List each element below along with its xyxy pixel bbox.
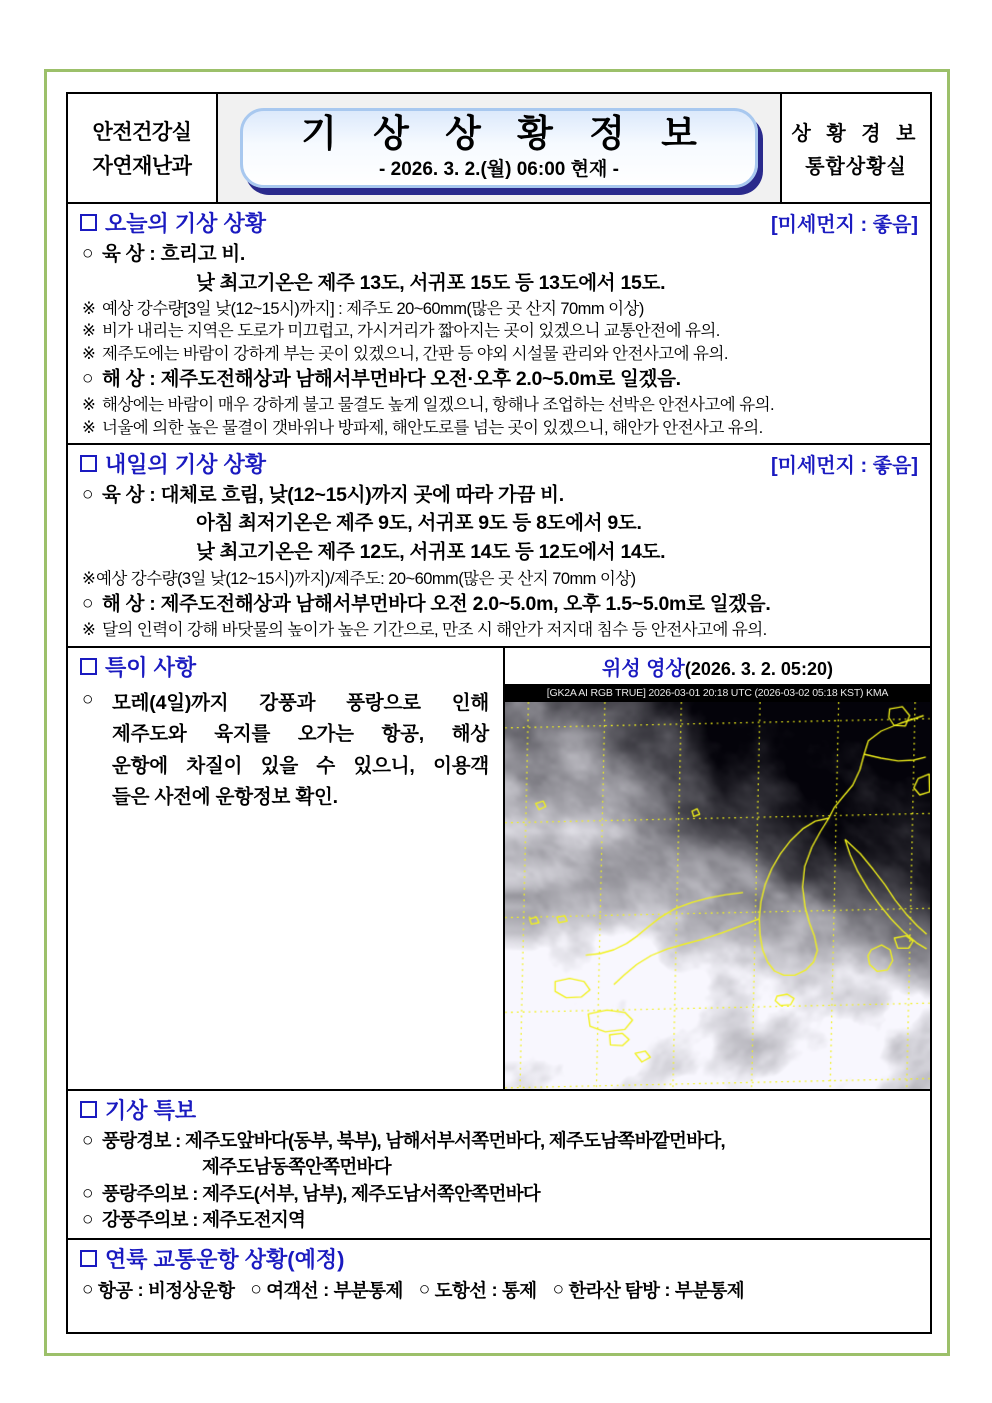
circle-bullet-icon: ○ — [82, 243, 94, 264]
transit-value-ferry: 부분통제 — [333, 1280, 403, 1302]
today-note-text-1: 비가 내리는 지역은 도로가 미끄럽고, 가시거리가 짧아지는 곳이 있겠으니 교통안전에 유의. — [102, 322, 720, 341]
checkbox-icon — [80, 658, 97, 675]
situation-room-line-1: 상 황 경 보 — [791, 123, 921, 145]
today-sea-note-text-1: 너울에 의한 높은 물결이 갯바위나 방파제, 해안도로를 넘는 곳이 있겠으니, 해안가 안전사고 유의. — [102, 418, 763, 437]
transit-label-ferry: 여객선 — [266, 1280, 319, 1302]
circle-bullet-icon: ○ — [82, 483, 94, 505]
title-plate — [240, 108, 757, 188]
circle-bullet-icon: ○ — [82, 592, 94, 614]
transit-separator: : — [664, 1279, 670, 1301]
warnings-body — [68, 1128, 930, 1239]
satellite-image-container — [505, 684, 930, 1089]
situation-room-label — [780, 94, 930, 202]
tomorrow-max-temperature: 낮 최고기온은 제주 12도, 서귀포 14도 등 12도에서 14도. — [196, 540, 666, 563]
warning-label-1: 풍랑주의보 — [102, 1182, 188, 1204]
warning-separator: : — [187, 1209, 203, 1231]
warning-item-0 — [82, 1128, 916, 1154]
issuing-department — [68, 94, 218, 202]
transit-value-boat: 통제 — [502, 1280, 537, 1302]
department-line-1: 안전건강실 — [92, 121, 192, 144]
today-land-line — [82, 241, 916, 269]
tomorrow-land-line — [82, 482, 916, 510]
section-satellite-image — [505, 648, 930, 1089]
special-heading-text: 특이 사항 — [105, 654, 197, 680]
tomorrow-sea-note — [82, 619, 916, 641]
transit-status-row — [68, 1276, 930, 1306]
circle-bullet-icon: ○ — [82, 688, 94, 710]
transit-item-ferry — [250, 1277, 402, 1303]
tomorrow-rain-note-text: 예상 강수량(3일 낮(12~15시)까지)/제주도: 20~60mm(많은 곳 산지 70mm 이상) — [96, 569, 636, 588]
checkbox-icon — [80, 1101, 97, 1118]
weather-report-document — [66, 92, 932, 1334]
circle-bullet-icon: ○ — [82, 1129, 93, 1151]
special-note-item — [68, 684, 503, 814]
transit-item-air — [82, 1277, 234, 1303]
tomorrow-heading-group — [80, 448, 266, 479]
tomorrow-body — [68, 482, 930, 646]
today-section-header — [68, 204, 930, 240]
today-sea-line — [82, 366, 916, 394]
transit-separator: : — [323, 1279, 329, 1301]
checkbox-icon — [80, 214, 97, 231]
checkbox-icon — [80, 455, 97, 472]
circle-bullet-icon: ○ — [82, 1279, 93, 1301]
today-dust-badge: [미세먼지 : 좋음] — [770, 214, 918, 236]
warnings-heading-group — [80, 1094, 196, 1125]
title-plate-container — [218, 94, 780, 202]
section-transit-status — [68, 1240, 930, 1306]
circle-bullet-icon: ○ — [552, 1279, 564, 1301]
transit-label-boat: 도항선 — [434, 1280, 487, 1302]
warning-value-0-continued: 제주도남동쪽안쪽먼바다 — [202, 1156, 391, 1178]
tomorrow-min-temperature: 아침 최저기온은 제주 9도, 서귀포 9도 등 8도에서 9도. — [196, 512, 642, 535]
note-mark-icon: ※ — [82, 418, 96, 437]
warning-separator: : — [170, 1129, 186, 1151]
report-datetime: - 2026. 3. 2.(월) 06:00 현재 - — [379, 159, 619, 181]
special-and-satellite-row — [68, 648, 930, 1091]
special-note-line-2: 운항에 차질이 있을 수 있으니, 이용객 — [112, 754, 489, 777]
section-tomorrow-weather — [68, 445, 930, 648]
today-note-2 — [82, 343, 916, 365]
special-note-body — [112, 688, 489, 814]
warnings-heading-text: 기상 특보 — [105, 1097, 197, 1123]
circle-bullet-icon: ○ — [250, 1279, 262, 1301]
note-mark-icon: ※ — [82, 621, 96, 640]
tomorrow-section-header — [68, 445, 930, 481]
note-mark-icon: ※ — [82, 569, 96, 588]
transit-section-header — [68, 1240, 930, 1276]
satellite-title-row — [505, 648, 930, 684]
note-mark-icon: ※ — [82, 396, 96, 415]
special-note-line-0: 모레(4일)까지 강풍과 풍랑으로 인해 — [112, 691, 489, 714]
today-note-1 — [82, 320, 916, 342]
note-mark-icon: ※ — [82, 322, 96, 341]
today-heading-text: 오늘의 기상 상황 — [105, 211, 266, 236]
tomorrow-heading-text: 내일의 기상 상황 — [105, 451, 266, 477]
today-note-0 — [82, 298, 916, 320]
checkbox-icon — [80, 1250, 97, 1267]
transit-label-hallasan: 한라산 탐방 — [568, 1280, 660, 1302]
satellite-image-canvas — [505, 702, 930, 1089]
warning-separator: : — [187, 1182, 203, 1204]
circle-bullet-icon: ○ — [82, 1209, 93, 1231]
satellite-title-timestamp: (2026. 3. 2. 05:20) — [684, 658, 833, 679]
transit-value-hallasan: 부분통제 — [674, 1280, 745, 1302]
section-today-weather — [68, 204, 930, 445]
section-special-notes — [68, 648, 505, 1089]
satellite-caption: [GK2A AI RGB TRUE] 2026-03-01 20:18 UTC (2026-03-02 05:18 KST) KMA — [505, 684, 930, 702]
document-header — [68, 94, 930, 204]
today-heading-group — [80, 207, 266, 238]
special-note-line-3: 들은 사전에 운항정보 확인. — [112, 786, 338, 809]
transit-heading-text: 연륙 교통운항 상황(예정) — [105, 1247, 345, 1273]
tomorrow-land-label: 육 상 : 대체로 흐림, 낮(12~15시)까지 곳에 따라 가끔 비. — [102, 483, 564, 506]
warning-value-2: 제주도전지역 — [202, 1209, 306, 1231]
special-section-header — [68, 648, 503, 684]
satellite-title-text: 위성 영상 — [602, 657, 685, 680]
section-weather-warnings — [68, 1091, 930, 1241]
today-note-text-0: 예상 강수량[3일 낮(12~15시)까지] : 제주도 20~60mm(많은 곳 산지 70mm 이상) — [102, 300, 644, 319]
circle-bullet-icon: ○ — [418, 1279, 430, 1301]
circle-bullet-icon: ○ — [82, 1182, 93, 1204]
today-note-text-2: 제주도에는 바람이 강하게 부는 곳이 있겠으니, 간판 등 야외 시설물 관리와 안전사고에 유의. — [102, 344, 728, 363]
today-sea-note-text-0: 해상에는 바람이 매우 강하게 불고 물결도 높게 일겠으니, 항해나 조업하는 선박은 안전사고에 유의. — [102, 396, 775, 415]
transit-separator: : — [491, 1279, 498, 1301]
transit-value-air: 비정상운항 — [148, 1280, 235, 1302]
situation-room-line-2: 통합상황실 — [805, 156, 907, 178]
transit-label-air: 항공 — [97, 1280, 133, 1302]
today-sea-note-1 — [82, 417, 916, 439]
note-mark-icon: ※ — [82, 344, 96, 363]
special-note-line-1: 제주도와 육지를 오가는 항공, 해상 — [112, 723, 489, 746]
transit-item-hallasan — [553, 1277, 744, 1303]
today-body — [68, 241, 930, 443]
warning-item-1 — [82, 1181, 916, 1207]
warning-label-2: 강풍주의보 — [102, 1209, 188, 1231]
tomorrow-dust-badge: [미세먼지 : 좋음] — [770, 454, 918, 477]
warning-label-0: 풍랑경보 — [102, 1129, 171, 1151]
tomorrow-rain-note — [82, 568, 916, 590]
today-sea-label: 해 상 : 제주도전해상과 남해서부먼바다 오전·오후 2.0~5.0m로 일겠음. — [102, 367, 681, 390]
transit-heading-group — [80, 1243, 344, 1274]
warning-item-2 — [82, 1207, 916, 1233]
tomorrow-sea-note-text: 달의 인력이 강해 바닷물의 높이가 높은 기간으로, 만조 시 해안가 저지대 침수 등 안전사고에 유의. — [102, 621, 767, 640]
transit-item-boat — [419, 1277, 537, 1303]
department-line-2: 자연재난과 — [92, 155, 192, 178]
warning-value-1: 제주도(서부, 남부), 제주도남서쪽안쪽먼바다 — [202, 1182, 540, 1204]
circle-bullet-icon: ○ — [82, 367, 94, 389]
note-mark-icon: ※ — [82, 300, 96, 319]
today-sea-note-0 — [82, 394, 916, 416]
transit-separator: : — [137, 1279, 143, 1301]
special-heading-group — [80, 651, 196, 682]
warning-value-0: 제주도앞바다(동부, 북부), 남해서부서쪽먼바다, 제주도남쪽바깥먼바다, — [185, 1129, 725, 1151]
page-title: 기 상 상 황 정 보 — [301, 112, 710, 154]
tomorrow-sea-label: 해 상 : 제주도전해상과 남해서부먼바다 오전 2.0~5.0m, 오후 1.5~5.0m로 일겠음. — [102, 592, 771, 615]
today-land-temperature: 낮 최고기온은 제주 13도, 서귀포 15도 등 13도에서 15도. — [196, 271, 666, 294]
tomorrow-sea-line — [82, 591, 916, 619]
warnings-section-header — [68, 1091, 930, 1127]
today-land-label: 육 상 : 흐리고 비. — [102, 243, 246, 265]
